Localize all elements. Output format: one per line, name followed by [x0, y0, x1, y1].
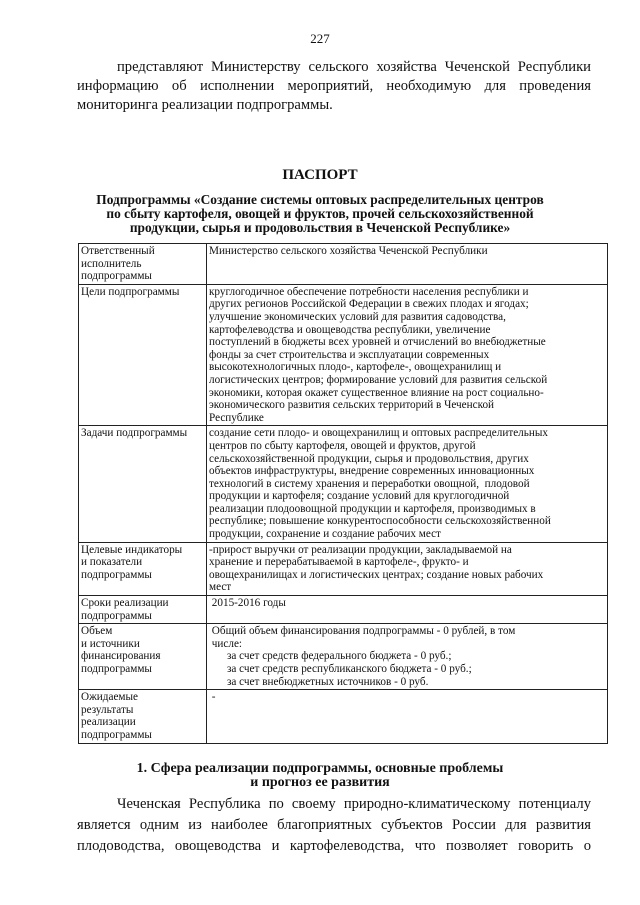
row-value-line: улучшение экономических условий для развития садоводства, — [209, 310, 506, 323]
row-value-line: сельскохозяйственной продукции, сырья и продовольствия, других — [209, 452, 529, 465]
table-row — [79, 426, 608, 542]
row-label-cell — [79, 596, 207, 624]
row-value-line: создание сети плодо- и овощехранилищ и оптовых распределительных — [209, 427, 548, 440]
table-row — [79, 244, 608, 285]
row-value-line: центров по сбыту картофеля, овощей и фруктов, другой — [209, 439, 476, 452]
row-label-cell — [79, 542, 207, 595]
row-value-line: экономики, которая окажет существенное влияние на рост социально- — [209, 386, 544, 399]
row-label-line: реализации — [81, 716, 136, 729]
row-label-cell — [79, 624, 207, 690]
body-paragraph — [77, 794, 591, 857]
table-row — [79, 624, 608, 690]
row-label-line: и показатели — [81, 556, 143, 569]
row-label-cell — [79, 426, 207, 542]
table-row — [79, 596, 608, 624]
table-row — [79, 284, 608, 426]
row-value-line: фонды за счет строительства и эксплуатации современных — [209, 348, 490, 361]
row-value-line: других регионов Российской Федерации в свежих плодах и ягодах; — [209, 298, 529, 311]
row-value-line: числе: — [209, 637, 243, 650]
row-value-line: Общий объем финансирования подпрограммы - 0 рублей, в том — [209, 625, 516, 638]
row-label-line: Задачи подпрограммы — [81, 427, 188, 440]
intro-paragraph — [77, 58, 591, 115]
body-line: Чеченская Республика по своему природно-климатическому потенциалу — [117, 796, 591, 812]
row-value-line: поступлений в бюджеты всех уровней и отчислений во внебюджетные — [209, 336, 546, 349]
row-label-line: и источники — [81, 637, 140, 650]
row-value-line: 2015-2016 годы — [209, 597, 286, 610]
row-value-line: хранение и перерабатываемой в картофеле-, фрукто- и — [209, 556, 469, 569]
row-label-cell — [79, 284, 207, 426]
page-number: 227 — [310, 31, 330, 46]
subprogram-title-line: по сбыту картофеля, овощей и фруктов, прочей сельскохозяйственной — [106, 206, 534, 221]
subprogram-title-line: Подпрограммы «Создание системы оптовых распределительных центров — [96, 192, 544, 207]
intro-line: мониторинга реализации подпрограммы. — [77, 97, 333, 113]
row-label-line: Объем — [81, 625, 113, 638]
section-title-line: 1. Сфера реализации подпрограммы, основные проблемы — [136, 761, 504, 776]
row-label-line: Целевые индикаторы — [81, 543, 183, 556]
section-title-line: и прогноз ее развития — [250, 775, 390, 790]
row-value-line: мест — [209, 581, 232, 594]
row-value-line: круглогодичное обеспечение потребности населения республики и — [209, 285, 529, 298]
body-line: является одним из наиболее благоприятных субъектов России для развития — [77, 817, 591, 833]
row-value-line: за счет внебюджетных источников - 0 руб. — [227, 675, 429, 688]
row-value-line: республике; повышение конкурентоспособности сельскохозяйственной — [209, 515, 551, 528]
row-label-line: Ответственный — [81, 245, 155, 257]
row-value-cell — [207, 690, 608, 743]
row-label-line: подпрограммы — [81, 663, 152, 675]
row-value-line: Министерство сельского хозяйства Чеченской Республики — [209, 245, 488, 257]
row-label-line: подпрограммы — [81, 568, 152, 581]
row-value-line: экономического развития сельских территорий в Чеченской — [209, 399, 495, 412]
row-value-line: реализации плодоовощной продукции и картофеля, производимых в — [209, 502, 536, 515]
row-value-line: за счет средств федерального бюджета - 0 руб.; — [227, 650, 452, 663]
row-value-cell — [207, 596, 608, 624]
table-row — [79, 690, 608, 743]
row-label-cell — [79, 244, 207, 285]
intro-line: представляют Министерству сельского хозяйства Чеченской Республики — [117, 59, 591, 75]
body-line: плодоводства, овощеводства и картофелеводства, что позволяет говорить о — [77, 838, 591, 854]
row-label-line: Сроки реализации — [81, 597, 169, 610]
row-value-line: технологий в систему хранения и переработки овощной, плодовой — [209, 477, 530, 490]
row-value-line: за счет средств республиканского бюджета - 0 руб.; — [227, 663, 472, 675]
row-label-line: финансирования — [81, 650, 161, 663]
subprogram-title-line: продукции, сырья и продовольствия в Чеченской Республике» — [129, 220, 511, 235]
subprogram-title — [60, 193, 580, 235]
passport-table — [78, 243, 608, 744]
row-value-line: картофелеводства и овощеводства республики, увеличение — [209, 323, 491, 336]
row-label-line: подпрограммы — [81, 728, 152, 741]
row-value-cell — [207, 624, 608, 690]
table-row — [79, 542, 608, 595]
section-title — [0, 762, 640, 790]
row-value-line: -прирост выручки от реализации продукции, закладываемой на — [209, 543, 512, 556]
row-value-line: продукции, сохранение и создание рабочих мест — [209, 528, 441, 541]
row-value-line: высокотехнологичных плодо-, картофеле-, овощехранилищ и — [209, 361, 502, 374]
row-value-cell — [207, 542, 608, 595]
intro-line: информацию об исполнении мероприятий, необходимую для проведения — [77, 78, 591, 94]
row-value-cell — [207, 284, 608, 426]
passport-table-body — [79, 244, 608, 744]
row-label-line: исполнитель — [81, 257, 142, 270]
row-value-line: - — [209, 691, 216, 704]
row-value-line: объектов инфраструктуры, внедрение современных инновационных — [209, 465, 535, 478]
row-label-line: Ожидаемые — [81, 691, 138, 704]
row-label-line: Цели подпрограммы — [81, 285, 180, 298]
row-value-line: логистических центров; формирование условий для развития сельской — [209, 373, 548, 386]
row-value-line: овощехранилищах и логистических центрах; создание новых рабочих — [209, 568, 544, 581]
passport-title: ПАСПОРТ — [282, 167, 358, 183]
row-label-line: подпрограммы — [81, 609, 152, 622]
row-value-cell — [207, 426, 608, 542]
row-value-line: Республике — [209, 411, 264, 424]
row-label-cell — [79, 690, 207, 743]
row-label-line: подпрограммы — [81, 270, 152, 283]
row-label-line: результаты — [81, 703, 134, 716]
row-value-cell — [207, 244, 608, 285]
row-value-line: продукции и картофеля; создание условий для круглогодичной — [209, 490, 510, 503]
